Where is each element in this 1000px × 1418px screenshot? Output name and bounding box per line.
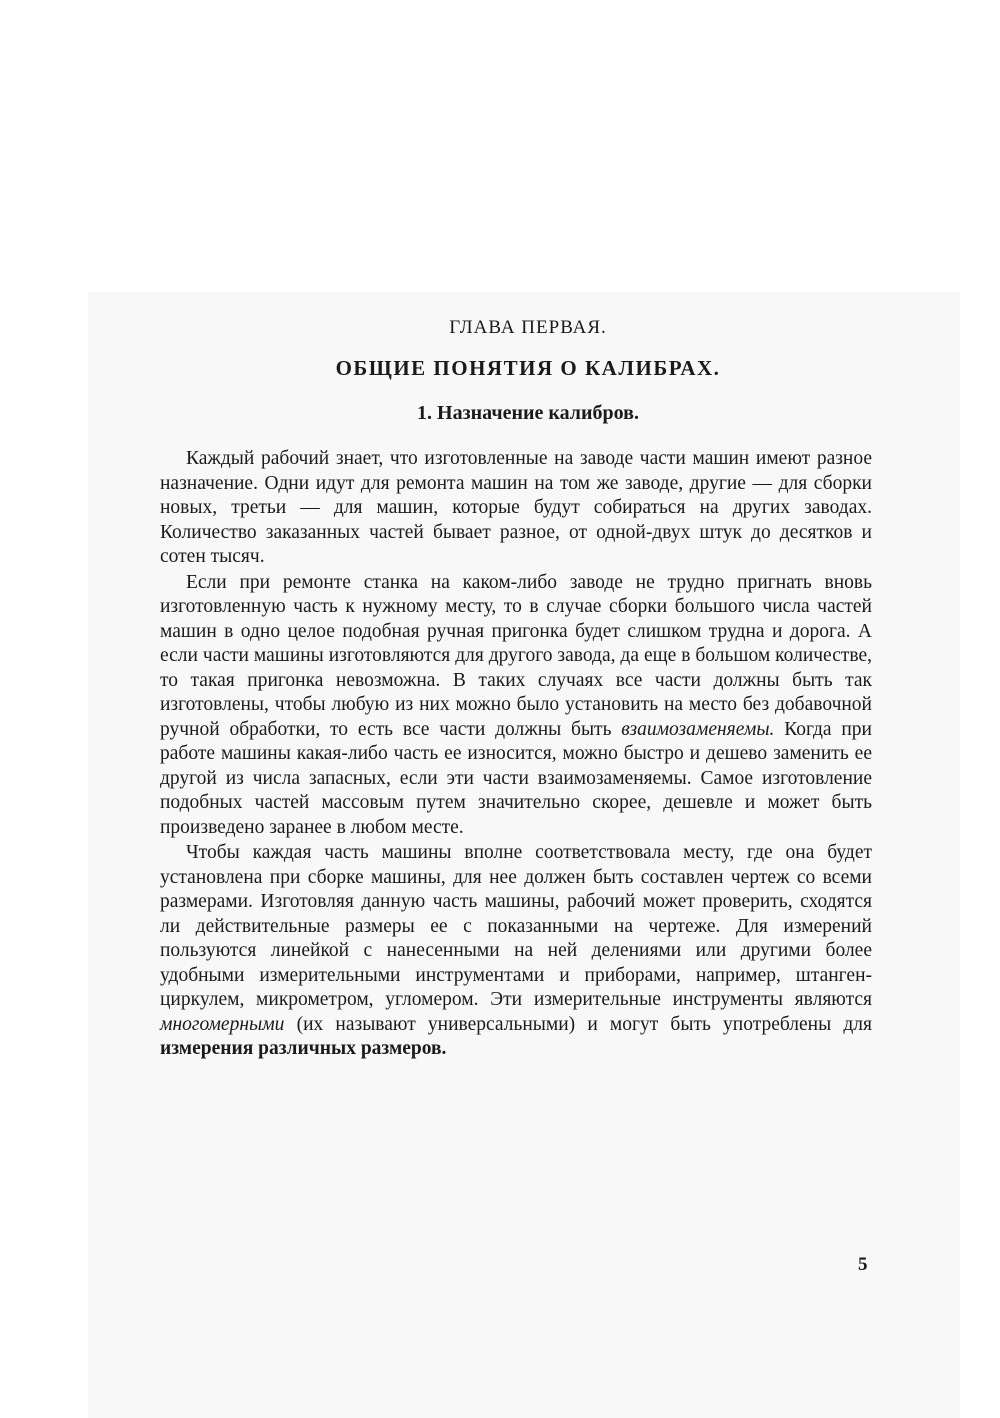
paragraph-3	[160, 841, 872, 1062]
paragraph-3-bold-end: измерения различных размеров.	[160, 1038, 447, 1059]
paragraph-2-text-before: Если при ремонте станка на каком-либо заводе не трудно пригнать вновь изготовленную часть к нужному месту, то в случае сборки большого числа частей машин в одно целое подобная ручная пригонка будет слишком трудна и дорога. А если части машины изготовляются для другого завода, да еще в большом количестве, то такая пригонка невозможна. В таких случаях все части должны быть так изготовлены, чтобы любую из них можно было установить на место без добавочной ручной обработки, то есть все части должны быть	[160, 571, 872, 740]
body-text	[160, 447, 872, 1063]
paragraph-3-text-after: (их называют универсальными) и могут быть употреблены для	[284, 1013, 872, 1035]
paragraph-3-italic-term: многомерными	[160, 1013, 285, 1035]
paragraph-1-text: Каждый рабочий знает, что изготовленные на заводе части машин имеют разное назначение. Одни идут для ремонта машин на том же заводе, другие — для сборки новых, третьи — для машин, которые будут собираться на других заводах. Количество заказанных частей бывает разное, от одной-двух штук до десятков и сотен тысяч.	[160, 448, 872, 567]
paragraph-3-text-before: Чтобы каждая часть машины вполне соответствовала месту, где она будет установлена при сборке машины, для нее должен быть составлен чертеж со всеми размерами. Изготовляя данную часть машины, рабочий может проверить, сходятся ли действительные размеры ее с показанными на чертеже. Для измерений пользуются линейкой с нанесенными на ней делениями или другими более удобными измерительными инструментами и приборами, например, штанген-циркулем, микрометром, угломером. Эти измерительные инструменты являются	[160, 842, 872, 1010]
paragraph-1	[160, 447, 872, 570]
chapter-label: ГЛАВА ПЕРВАЯ.	[449, 317, 607, 338]
paragraph-2-text-after: Когда при работе машины какая-либо часть ее износится, можно быстро и дешево заменить ее другой из числа запасных, если эти части взаимозаменяемы. Самое изготовление подобных частей массовым путем значительно скорее, дешевле и может быть произведено заранее в любом месте.	[160, 718, 872, 838]
page-number: 5	[858, 1254, 868, 1275]
section-title: 1. Назначение калибров.	[417, 402, 639, 424]
paragraph-2	[160, 571, 872, 841]
chapter-title: ОБЩИЕ ПОНЯТИЯ О КАЛИБРАХ.	[335, 356, 721, 380]
paragraph-2-italic-term: взаимозаменяемы.	[621, 718, 775, 740]
